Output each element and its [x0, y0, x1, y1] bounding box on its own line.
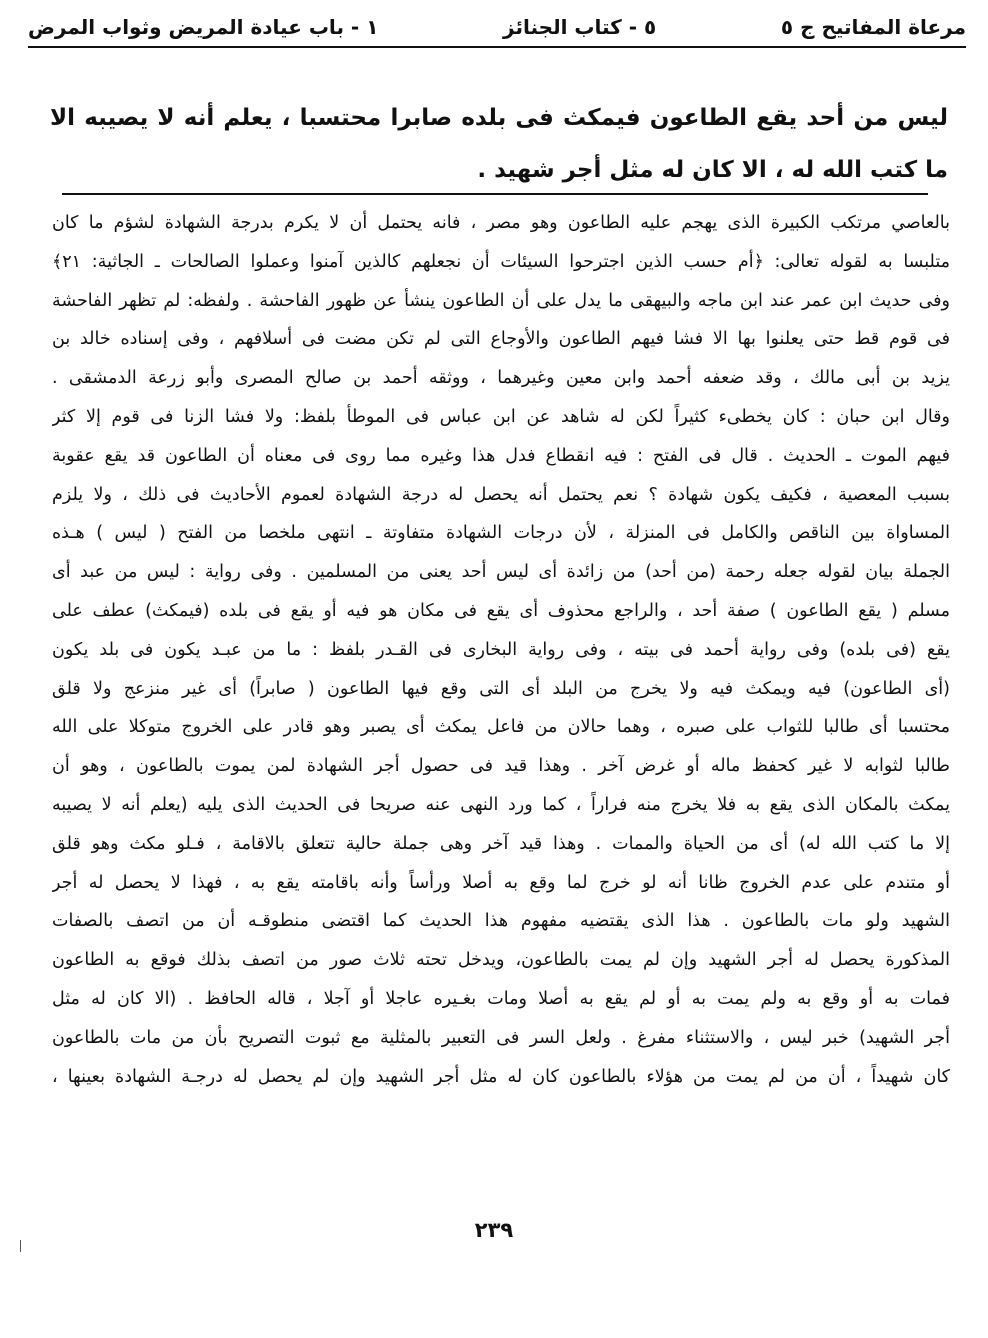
commentary-line: يزيد بن أبى مالك ، وقد ضعفه أحمد وابن معين وغيرهما ، ووثقه أحمد بن صالح المصرى وأبو زرعة الدمشقى .: [52, 368, 950, 389]
margin-mark: [20, 1240, 21, 1252]
commentary-line: طالبا لثوابه لا غير كحفظ ماله أو غرض آخر . وهذا قيد فى حصول أجر الشهادة لمن يموت بالطاعون ، وهو أن: [52, 756, 950, 777]
commentary-line: يقع (فى بلده) وفى رواية أحمد فى بيته ، وفى رواية البخارى فى القـدر بلفظ : ما من عبـد يكون فى بلد يكون: [52, 639, 950, 660]
header-book-section: ٥ - كتاب الجنائز: [503, 15, 657, 39]
hadith-divider: [62, 193, 928, 195]
commentary-line: أو متندم على عدم الخروج ظانا أنه لو خرج لما وقع به أصلا ورأساً وأنه باقامته يقع به ، فهذا لا يحصل له أجر: [52, 872, 950, 893]
commentary-line: إلا ما كتب الله له) أى من الحياة والممات . وهذا قيد آخر وهى جملة حالية تتعلق بالاقامة ، فـلو مكث وهو قلق: [52, 833, 950, 854]
commentary-body: [52, 204, 950, 1096]
commentary-line: محتسبا أى طالبا للثواب على صبره ، وهما حالان من فاعل يمكث أى يصبر وهو قادر على الخروج متوكلا على الله: [52, 717, 950, 738]
hadith-text: ليس من أحد يقع الطاعون فيمكث فى بلده صابرا محتسبا ، يعلم أنه لا يصيبه الا ما كتب الله له ، الا كان له مثل أجر شهيد .: [50, 105, 948, 183]
commentary-line: فيهم الموت ـ الحديث . قال فى الفتح : فيه انقطاع فدل هذا وغيره مما روى فى معناه أن الطاعون قد يقع عقوبة: [52, 445, 950, 466]
commentary-line: (أى الطاعون) فيه ويمكث فيه ولا يخرج من البلد أى التى وقع فيها الطاعون ( صابراً) أى غير منزعج ولا قلق: [52, 678, 950, 699]
commentary-line: الجملة بيان لقوله جعله رحمة (من أحد) من زائدة أى ليس أحد يعنى من المسلمين . وفى رواية : ليس من عبد أى: [52, 562, 950, 583]
running-header: [28, 10, 966, 44]
header-book-volume: مرعاة المفاتيح ج ٥: [780, 15, 966, 39]
commentary-line: المساواة بين الناقص والكامل فى المنزلة ، لأن درجات الشهادة متفاوتة ـ انتهى ملخصا من الفتح ( ليس ) هـذه: [52, 523, 950, 544]
page-number: ٢٣٩: [474, 1218, 514, 1242]
commentary-line: كان شهيداً ، أن من لم يمت من هؤلاء بالطاعون كان له مثل أجر الشهيد وإن لم يحصل له درجـة الشهادة بعينها ،: [52, 1066, 950, 1087]
commentary-line: بالعاصي مرتكب الكبيرة الذى يهجم عليه الطاعون وهو مصر ، فانه يحتمل أن لا يكرم بدرجة الشهادة لشؤم ما كان: [52, 213, 950, 233]
commentary-line: بسبب المعصية ، فكيف يكون شهادة ؟ نعم يحتمل أنه يحصل له درجة الشهادة لعموم الأحاديث فى ذلك ، ولا يلزم: [52, 484, 950, 505]
header-chapter: ١ - باب عيادة المريض وثواب المرض: [28, 15, 379, 39]
commentary-line: وقال ابن حبان : كان يخطىء كثيراً لكن له شاهد عن ابن عباس فى الموطأ بلفظ: ولا فشا الزنا فى قوم إلا كثر: [52, 406, 950, 427]
commentary-line: وفى حديث ابن عمر عند ابن ماجه والبيهقى ما يدل على أن الطاعون ينشأ عن ظهور الفاحشة . ولفظه: لم تظهر الفاحشة: [52, 290, 950, 311]
header-divider: [28, 46, 966, 48]
commentary-line: مسلم ( يقع الطاعون ) صفة أحد ، والراجع محذوف أى يقع فى مكان هو فيه أو يقع فى بلده (فيمكث) عطف على: [52, 600, 950, 621]
commentary-line: الشهيد ولو مات بالطاعون . هذا الذى يقتضيه مفهوم هذا الحديث كما اقتضى منطوقـه أن من اتصف بالصفات: [52, 911, 950, 932]
commentary-line: أجر الشهيد) خبر ليس ، والاستثناء مفرغ . ولعل السر فى التعبير بالمثلية مع ثبوت التصريح بأن من مات بالطاعون: [52, 1027, 950, 1048]
commentary-line: المذكورة يحصل له أجر الشهيد وإن لم يمت بالطاعون، ويدخل تحته ثلاث صور من اتصف بذلك فوقع به الطاعون: [52, 950, 950, 971]
commentary-line: فى قوم قط حتى يعلنوا بها الا فشا فيهم الطاعون والأوجاع التى لم تكن مضت فى أسلافهم ، وفى إسناده خالد بن: [52, 329, 950, 350]
commentary-line: فمات به أو وقع به ولم يمت به أو لم يقع به أصلا ومات بغـيره عاجلا أو آجلا ، قاله الحافظ . (الا كان له مثل: [52, 988, 950, 1009]
commentary-line: متلبسا به لقوله تعالى: ﴿أم حسب الذين اجترحوا السيئات أن نجعلهم كالذين آمنوا وعملوا الصالحات ـ الجاثية: ٢١﴾: [52, 251, 950, 272]
commentary-line: يمكث بالمكان الذى يقع به فلا يخرج منه فراراً ، كما ورد النهى عنه صريحا فى الحديث الذى يليه (يعلم أنه لا يصيبه: [52, 794, 950, 815]
